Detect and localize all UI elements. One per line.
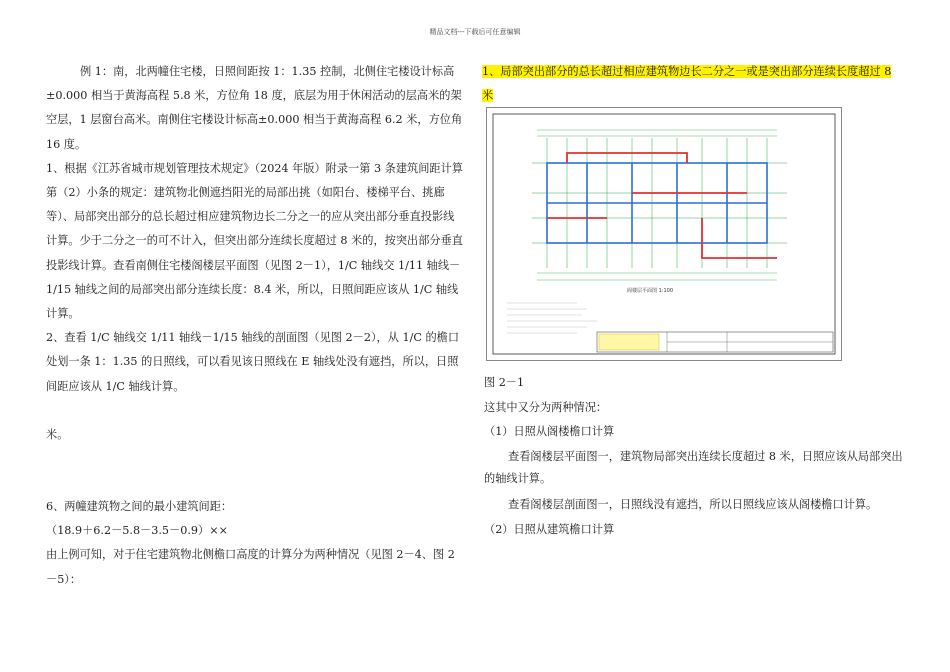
floor-plan-figure xyxy=(486,107,842,361)
figure-caption: 图 2－1 xyxy=(484,376,525,389)
case-1-text-1: 查看阁楼层平面图一，建筑物局部突出连续长度超过 8 米，日照应该从局部突出的轴线计算。 xyxy=(484,450,903,485)
highlight-text: 1、局部突出部分的总长超过相应建筑物边长二分之一或是突出部分连续长度超过 8 米 xyxy=(482,65,892,103)
walls xyxy=(547,163,767,243)
formula-line: （18.9＋6.2－5.8－3.5－0.9）×× xyxy=(46,524,228,538)
notes-block xyxy=(507,303,597,333)
floor-plan-drawing xyxy=(487,108,841,360)
cases-intro: 这其中又分为两种情况： xyxy=(484,401,608,414)
rule-paragraph-2: 2、查看 1/C 轴线交 1/11 轴线－1/15 轴线的剖面图（见图 2－2），从 1/C 的檐口处划一条 1：1.35 的日照线，可以看见该日照线在 E 轴线处没有遮挡，所以，日照间距应该从 1/C 轴线计算。 xyxy=(46,331,460,393)
case-2-heading: （2）日照从建筑檐口计算 xyxy=(484,523,615,536)
meter-line: 米。 xyxy=(46,427,69,441)
figure-title: 阁楼层平面图 1:100 xyxy=(627,288,673,294)
highlight-heading-wrap xyxy=(482,60,902,108)
left-column xyxy=(46,60,464,592)
spacing-heading: 6、两幢建筑物之间的最小建筑间距： xyxy=(46,500,233,514)
conclusion-paragraph: 由上例可知，对于住宅建筑物北侧檐口高度的计算分为两种情况（见图 2－4、图 2－5）： xyxy=(46,548,455,586)
title-block xyxy=(597,332,833,352)
example-paragraph: 例 1：南，北两幢住宅楼，日照间距按 1：1.35 控制，北侧住宅楼设计标高±0.000 相当于黄海高程 5.8 米，方位角 18 度，底层为用于休闲活动的层高米的架空层，1 层窗台高米。南侧住宅楼设计标高±0.000 相当于黄海高程 6.2 米，方位角 16 度。 xyxy=(46,65,463,151)
page-header: 精品文档---下载后可任意编辑 xyxy=(429,28,521,36)
rule-paragraph-1: 1、根据《江苏省城市规划管理技术规定》（2024 年版）附录一第 3 条建筑间距计算第（2）小条的规定：建筑物北侧遮挡阳光的局部出挑（如阳台、楼梯平台、挑廊等）、局部突出部分的总长超过相应建筑物边长二分之一的应从突出部分垂直投影线计算。少于二分之一的可不计入，但突出部分连续长度超过 8 米的，按突出部分垂直投影线计算。查看南侧住宅楼阁楼层平面图（见图 2－1），1/C 轴线交 1/11 轴线－1/15 轴线之间的局部突出部分连续长度：8.4 米，所以，日照间距应该从 1/C 轴线计算。 xyxy=(46,161,463,321)
case-1-text-2: 查看阁楼层剖面图一，日照线没有遮挡，所以日照线应该从阁楼檐口计算。 xyxy=(508,498,878,511)
case-1-heading: （1）日照从阁楼檐口计算 xyxy=(484,425,615,438)
highlight-heading xyxy=(482,60,902,108)
